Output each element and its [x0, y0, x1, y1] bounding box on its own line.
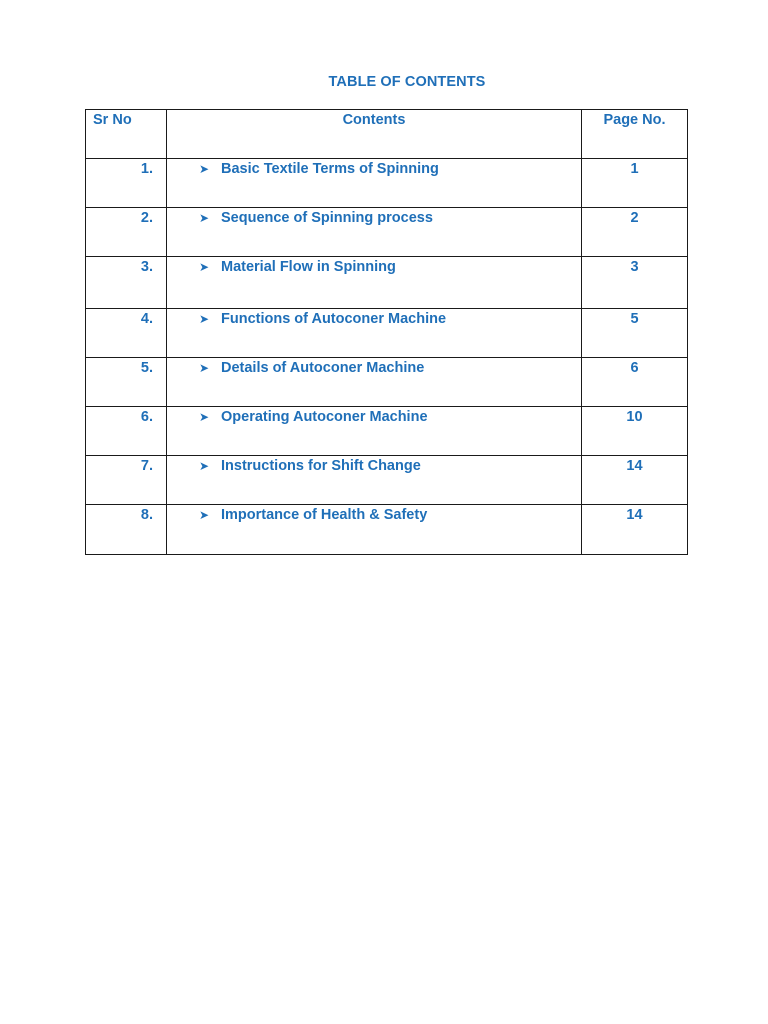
content-cell[interactable]: [167, 505, 582, 555]
page-number: 14: [582, 456, 688, 505]
arrow-bullet-icon: ➤: [199, 508, 210, 522]
content-title: Operating Autoconer Machine: [221, 409, 428, 425]
content-cell[interactable]: [167, 358, 582, 407]
sr-number: 6.: [86, 407, 167, 456]
arrow-bullet-icon: ➤: [199, 312, 210, 326]
sr-number: 2.: [86, 208, 167, 257]
page-number: 6: [582, 358, 688, 407]
arrow-bullet-icon: ➤: [199, 410, 210, 424]
sr-number: 4.: [86, 309, 167, 358]
content-title: Sequence of Spinning process: [221, 210, 433, 226]
page-title: TABLE OF CONTENTS: [328, 74, 486, 90]
table-row: [86, 208, 688, 257]
content-title: Functions of Autoconer Machine: [221, 311, 447, 327]
content-title: Material Flow in Spinning: [221, 259, 396, 275]
sr-number: 7.: [86, 456, 167, 505]
content-title: Importance of Health & Safety: [221, 507, 428, 523]
table-header-row: [86, 110, 688, 159]
arrow-bullet-icon: ➤: [199, 361, 210, 375]
table-row: [86, 456, 688, 505]
sr-number: 5.: [86, 358, 167, 407]
sr-number: 8.: [86, 505, 167, 555]
table-row: [86, 407, 688, 456]
header-contents: Contents: [167, 110, 582, 159]
page-number: 3: [582, 257, 688, 309]
table-row: [86, 159, 688, 208]
header-sr-no: Sr No: [86, 110, 167, 159]
table-row: [86, 358, 688, 407]
table-of-contents: [85, 109, 688, 555]
page-number: 2: [582, 208, 688, 257]
header-page-no: Page No.: [582, 110, 688, 159]
content-title: Instructions for Shift Change: [221, 458, 421, 474]
arrow-bullet-icon: ➤: [199, 211, 210, 225]
table-row: [86, 309, 688, 358]
sr-number: 3.: [86, 257, 167, 309]
content-cell[interactable]: [167, 309, 582, 358]
table-row: [86, 505, 688, 555]
arrow-bullet-icon: ➤: [199, 459, 210, 473]
content-cell[interactable]: [167, 456, 582, 505]
table-row: [86, 257, 688, 309]
sr-number: 1.: [86, 159, 167, 208]
content-cell[interactable]: [167, 407, 582, 456]
content-cell[interactable]: [167, 208, 582, 257]
page-number: 14: [582, 505, 688, 555]
arrow-bullet-icon: ➤: [199, 162, 210, 176]
content-cell[interactable]: [167, 257, 582, 309]
content-title: Basic Textile Terms of Spinning: [221, 161, 439, 177]
page-number: 10: [582, 407, 688, 456]
content-title: Details of Autoconer Machine: [221, 360, 425, 376]
content-cell[interactable]: [167, 159, 582, 208]
arrow-bullet-icon: ➤: [199, 260, 210, 274]
page-number: 5: [582, 309, 688, 358]
page-number: 1: [582, 159, 688, 208]
